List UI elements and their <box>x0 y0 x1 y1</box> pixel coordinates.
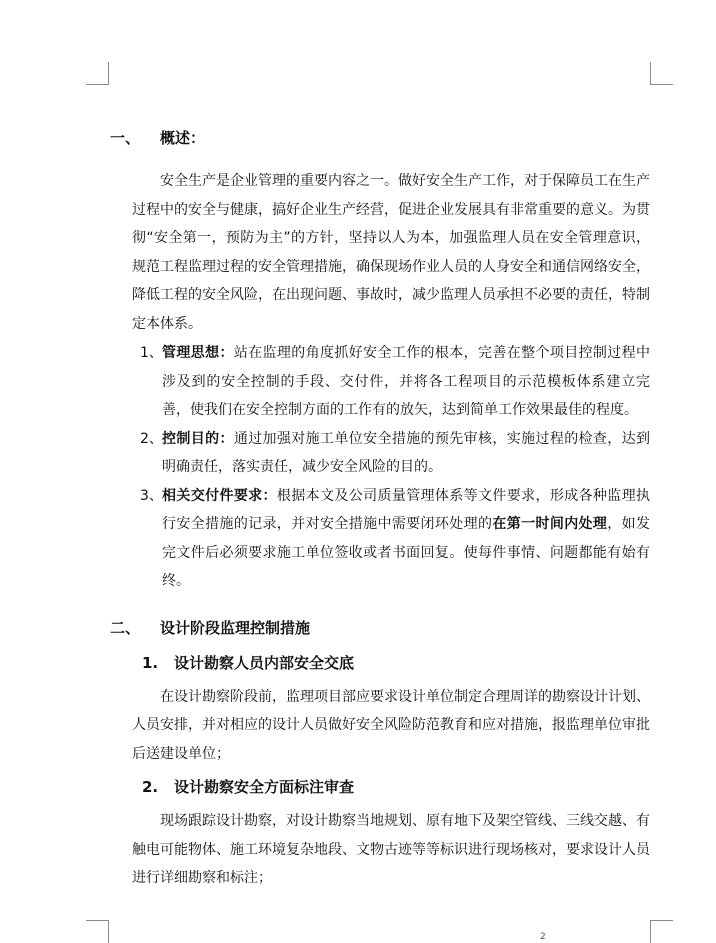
list-item-emphasis: 在第一时间内处理 <box>492 516 608 532</box>
list-item-number: 1、 <box>140 345 163 361</box>
subsection-number: 2. <box>142 778 159 796</box>
section-title: 概述： <box>160 129 206 147</box>
section-number: 一、 <box>110 129 141 147</box>
subsection-paragraph: 在设计勘察阶段前，监理项目部应要求设计单位制定合理周详的勘察设计计划、人员安排，并对相应的设计人员做好安全风险防范教育和应对措施，报监理单位审批后送建设单位； <box>132 688 650 762</box>
crop-mark-bottom-left <box>86 920 109 943</box>
section-heading-design-stage <box>110 612 650 644</box>
subsection-paragraph: 现场跟踪设计勘察，对设计勘察当地规划、原有地下及架空管线、三线交越、有触电可能物体、施工环境复杂地段、文物古迹等等标识进行现场核对，要求设计人员进行详细勘察和标注； <box>132 813 650 886</box>
crop-mark-bottom-right <box>650 920 673 943</box>
subsection-number: 1. <box>142 653 159 672</box>
crop-mark-top-right <box>650 62 673 85</box>
list-item-number: 2、 <box>140 430 163 447</box>
list-item-number: 3、 <box>140 487 163 504</box>
section-heading-overview <box>110 122 650 154</box>
page-number: 2 <box>540 932 546 942</box>
list-item-label: 控制目的： <box>162 430 234 447</box>
list-item-text: 通过加强对施工单位安全措施的预先审核，实施过程的检查，达到明确责任，落实责任，减少安全风险的目的。 <box>162 430 651 475</box>
subsection-heading <box>132 648 650 678</box>
list-item-label: 管理思想： <box>162 345 234 361</box>
subsection-title: 设计勘察人员内部安全交底 <box>174 653 355 672</box>
subsection-heading <box>132 772 650 802</box>
list-item-text-end: ，如发完文件后必须要求施工单位签收或者书面回复。使每件事情、问题都能有始有终。 <box>162 516 651 589</box>
crop-mark-top-left <box>86 62 109 85</box>
list-item <box>132 482 650 596</box>
list-item-text: 站在监理的角度抓好安全工作的根本，完善在整个项目控制过程中涉及到的安全控制的手段、交付件，并将各工程项目的示范模板体系建立完善，使我们在安全控制方面的工作有的放矢，达到简单工作效果最佳的程度。 <box>162 345 651 418</box>
section-number: 二、 <box>110 618 141 637</box>
document-body <box>110 120 651 893</box>
list-item <box>132 339 650 425</box>
subsection-title: 设计勘察安全方面标注审查 <box>174 778 355 796</box>
intro-paragraph: 安全生产是企业管理的重要内容之一。做好安全生产工作，对于保障员工在生产过程中的安全与健康，搞好企业生产经营，促进企业发展具有非常重要的意义。为贯彻“安全第一，预防为主”的方针，坚持以人为本，加强监理人员在安全管理意识，规范工程监理过程的安全管理措施，确保现场作业人员的人身安全和通信网络安全，降低工程的安全风险，在出现问题、事故时，减少监理人员承担不必要的责任，特制定本体系。 <box>132 173 650 332</box>
list-item-label: 相关交付件要求： <box>162 487 277 504</box>
section-title: 设计阶段监理控制措施 <box>160 618 311 637</box>
list-item-text: 根据本文及公司质量管理体系等文件要求，形成各种监理执行安全措施的记录，并对安全措施中需要闭环处理的 <box>162 487 651 532</box>
list-item <box>132 425 650 482</box>
